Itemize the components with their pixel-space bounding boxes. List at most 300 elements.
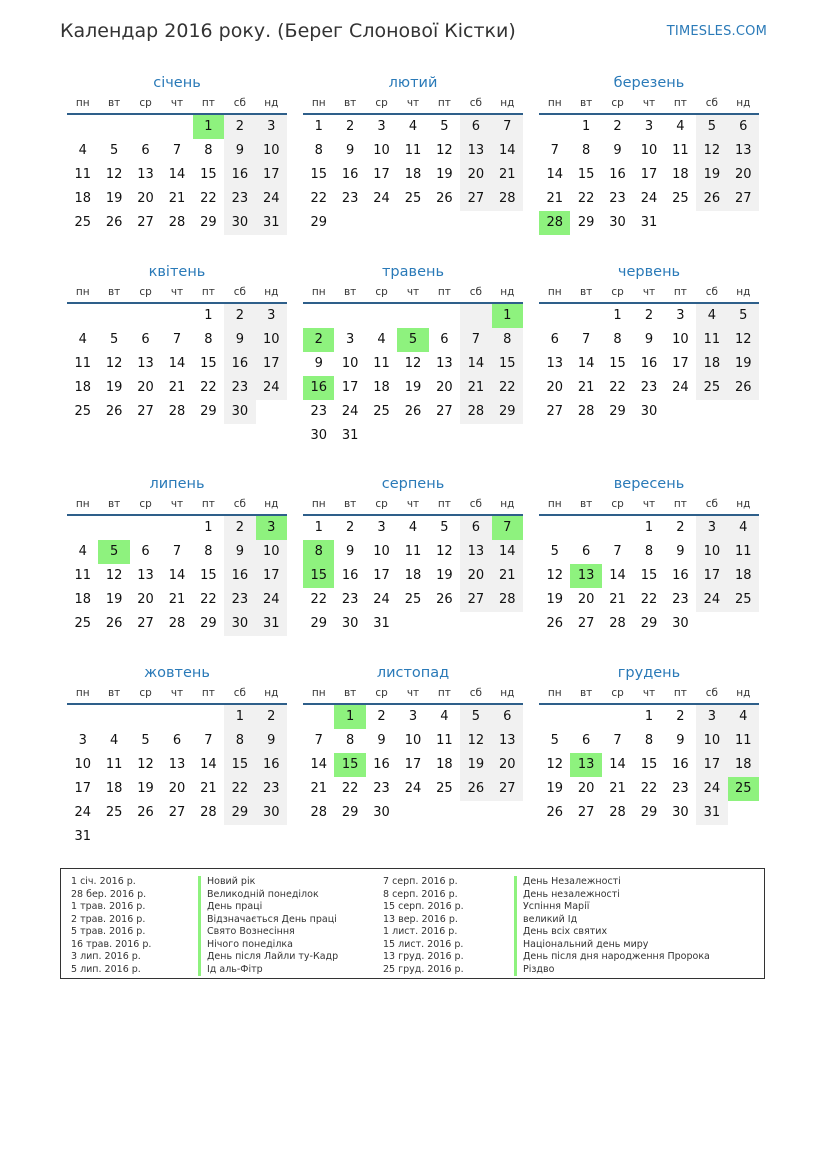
weekday-header <box>303 495 523 516</box>
holiday-name: Нічого понеділка <box>198 939 338 952</box>
day-cell: 26 <box>404 404 422 419</box>
holiday-name: День незалежності <box>514 889 710 902</box>
day-cell: 1 <box>193 115 224 139</box>
day-cell: 26 <box>728 376 759 400</box>
day-cell: 31 <box>373 616 390 631</box>
weekday-label: пт <box>673 286 687 298</box>
empty-cell <box>98 115 129 139</box>
day-cell: 20 <box>168 781 186 796</box>
day-cell: 26 <box>137 805 154 820</box>
day-cell: 7 <box>581 332 591 347</box>
empty-cell <box>492 211 523 235</box>
day-cell: 17 <box>640 167 658 182</box>
empty-cell <box>728 801 759 825</box>
day-cell: 31 <box>256 612 287 636</box>
day-cell: 7 <box>460 328 491 352</box>
weekday-label: ср <box>139 97 152 109</box>
day-cell: 31 <box>74 829 91 844</box>
day-cell: 26 <box>546 805 563 820</box>
day-cell: 9 <box>314 356 323 371</box>
day-cell: 22 <box>200 191 217 206</box>
weekday-label: вт <box>343 687 357 699</box>
day-cell: 13 <box>570 564 601 588</box>
day-cell: 30 <box>609 215 626 230</box>
empty-cell <box>429 424 460 448</box>
day-grid <box>539 115 759 235</box>
site-link[interactable]: TIMESLES.COM <box>666 24 767 39</box>
day-cell: 21 <box>546 191 563 206</box>
day-cell: 15 <box>224 753 255 777</box>
weekday-header <box>539 684 759 705</box>
day-cell: 23 <box>224 187 255 211</box>
day-cell: 23 <box>310 404 327 419</box>
day-cell: 20 <box>137 191 154 206</box>
day-cell: 28 <box>609 805 626 820</box>
day-cell: 29 <box>640 616 658 631</box>
holiday-date: 28 бер. 2016 р. <box>71 888 147 900</box>
day-cell: 25 <box>404 592 422 607</box>
weekday-label: пт <box>673 97 687 109</box>
empty-cell <box>366 211 397 235</box>
day-cell: 2 <box>224 115 255 139</box>
day-cell: 24 <box>640 191 658 206</box>
day-cell: 27 <box>546 404 563 419</box>
day-cell: 8 <box>224 729 255 753</box>
day-cell: 13 <box>436 356 453 371</box>
weekday-label: пн <box>547 687 562 699</box>
weekday-label: нд <box>264 286 279 298</box>
day-cell: 3 <box>644 119 654 134</box>
day-cell: 8 <box>204 143 213 158</box>
day-cell: 2 <box>345 119 355 134</box>
day-cell: 11 <box>404 143 422 158</box>
day-cell: 30 <box>640 404 658 419</box>
day-cell: 6 <box>460 516 491 540</box>
day-cell: 4 <box>676 119 685 134</box>
empty-cell <box>665 400 696 424</box>
month-name: травень <box>381 264 445 280</box>
weekday-label: нд <box>736 97 751 109</box>
weekday-label: пт <box>201 97 215 109</box>
empty-cell <box>570 705 601 729</box>
day-cell: 13 <box>137 568 154 583</box>
weekday-label: вт <box>343 97 357 109</box>
day-cell: 7 <box>172 332 182 347</box>
month-name: березень <box>613 75 685 91</box>
day-cell: 1 <box>314 520 323 535</box>
day-cell: 18 <box>74 592 91 607</box>
day-cell: 14 <box>310 757 327 772</box>
holiday-date: 8 серп. 2016 р. <box>383 888 458 900</box>
day-cell: 25 <box>728 588 759 612</box>
day-cell: 3 <box>256 304 287 328</box>
holiday-name: День праці <box>198 901 338 914</box>
day-cell: 3 <box>676 308 685 323</box>
day-cell: 2 <box>345 520 355 535</box>
day-cell: 6 <box>728 115 759 139</box>
day-cell: 22 <box>609 380 626 395</box>
day-cell: 28 <box>460 400 491 424</box>
weekday-label: пн <box>311 687 326 699</box>
day-grid <box>67 516 287 636</box>
day-cell: 13 <box>570 753 601 777</box>
day-cell: 29 <box>200 404 217 419</box>
empty-cell <box>429 801 460 825</box>
holiday-name: Великодній понеділок <box>198 889 338 902</box>
day-cell: 5 <box>98 540 129 564</box>
day-cell: 23 <box>341 592 359 607</box>
weekday-label: вт <box>107 286 121 298</box>
weekday-label: ср <box>611 97 624 109</box>
day-cell: 10 <box>256 139 287 163</box>
weekday-label: сб <box>233 97 246 109</box>
empty-cell <box>460 801 491 825</box>
day-cell: 28 <box>539 211 570 235</box>
month-2 <box>539 72 759 235</box>
holiday-date: 15 лист. 2016 р. <box>383 938 464 950</box>
weekday-label: нд <box>500 687 515 699</box>
weekday-label: чт <box>406 687 420 699</box>
day-cell: 15 <box>334 753 365 777</box>
holiday-name: День після дня народження Пророка <box>514 951 710 964</box>
holiday-name: Успіння Марії <box>514 901 710 914</box>
day-grid <box>67 115 287 235</box>
holiday-date: 1 січ. 2016 р. <box>71 876 136 887</box>
day-cell: 23 <box>373 781 390 796</box>
day-cell: 27 <box>168 805 186 820</box>
day-cell: 20 <box>577 781 595 796</box>
empty-cell <box>334 304 365 328</box>
weekday-label: вт <box>579 97 593 109</box>
day-cell: 30 <box>224 400 255 424</box>
empty-cell <box>161 825 192 849</box>
day-cell: 19 <box>105 380 123 395</box>
empty-cell <box>696 211 727 235</box>
day-cell: 18 <box>696 352 727 376</box>
day-cell: 9 <box>676 733 685 748</box>
weekday-header <box>67 684 287 705</box>
weekday-header <box>303 283 523 304</box>
weekday-header <box>539 283 759 304</box>
weekday-label: сб <box>469 97 482 109</box>
empty-cell <box>98 705 129 729</box>
day-cell: 15 <box>640 757 658 772</box>
weekday-label: ср <box>375 286 388 298</box>
weekday-label: сб <box>469 687 482 699</box>
weekday-header <box>67 495 287 516</box>
weekday-label: ср <box>139 286 152 298</box>
day-cell: 9 <box>613 143 622 158</box>
holiday-date: 13 вер. 2016 р. <box>383 913 458 925</box>
day-cell: 22 <box>310 592 327 607</box>
holiday-date: 5 лип. 2016 р. <box>71 963 141 975</box>
weekday-label: вт <box>107 498 121 510</box>
day-cell: 1 <box>581 119 591 134</box>
empty-cell <box>303 705 334 729</box>
weekday-label: пн <box>75 498 90 510</box>
day-cell: 26 <box>696 187 727 211</box>
month-name: серпень <box>381 476 445 492</box>
day-cell: 16 <box>672 568 689 583</box>
day-cell: 9 <box>345 544 355 559</box>
weekday-header <box>67 94 287 115</box>
weekday-label: сб <box>705 97 718 109</box>
holiday-date: 16 трав. 2016 р. <box>71 938 152 950</box>
day-cell: 26 <box>436 191 453 206</box>
empty-cell <box>98 304 129 328</box>
day-cell: 29 <box>640 805 658 820</box>
day-cell: 25 <box>672 191 689 206</box>
day-cell: 26 <box>546 616 563 631</box>
day-cell: 18 <box>728 753 759 777</box>
empty-cell <box>429 304 460 328</box>
day-cell: 23 <box>224 588 255 612</box>
empty-cell <box>397 304 428 328</box>
empty-cell <box>161 705 192 729</box>
empty-cell <box>98 516 129 540</box>
day-cell: 4 <box>728 705 759 729</box>
month-10 <box>303 662 523 825</box>
day-cell: 4 <box>78 332 87 347</box>
holiday-date: 7 серп. 2016 р. <box>383 876 458 887</box>
day-cell: 11 <box>105 757 123 772</box>
day-cell: 29 <box>609 404 626 419</box>
day-cell: 7 <box>314 733 323 748</box>
holiday-dates-col-1 <box>71 876 151 976</box>
day-cell: 6 <box>460 115 491 139</box>
day-cell: 27 <box>137 215 154 230</box>
weekday-label: ср <box>375 687 388 699</box>
day-cell: 8 <box>204 332 213 347</box>
day-cell: 8 <box>644 544 654 559</box>
day-cell: 10 <box>672 332 689 347</box>
day-cell: 8 <box>492 328 523 352</box>
day-cell: 14 <box>168 356 186 371</box>
day-cell: 31 <box>341 428 359 443</box>
day-cell: 17 <box>74 781 91 796</box>
day-cell: 4 <box>408 520 418 535</box>
weekday-label: нд <box>500 498 515 510</box>
day-cell: 3 <box>377 119 386 134</box>
day-cell: 5 <box>141 733 150 748</box>
day-cell: 25 <box>74 404 91 419</box>
day-cell: 7 <box>613 544 622 559</box>
day-cell: 24 <box>256 376 287 400</box>
day-cell: 27 <box>728 187 759 211</box>
weekday-label: сб <box>469 286 482 298</box>
day-cell: 24 <box>341 404 359 419</box>
day-cell: 13 <box>546 356 563 371</box>
day-cell: 24 <box>373 592 390 607</box>
day-cell: 1 <box>204 308 213 323</box>
day-cell: 16 <box>341 167 359 182</box>
empty-cell <box>492 801 523 825</box>
day-cell: 22 <box>200 380 217 395</box>
day-cell: 25 <box>728 777 759 801</box>
day-cell: 6 <box>581 544 591 559</box>
weekday-label: пт <box>201 286 215 298</box>
day-cell: 6 <box>581 733 591 748</box>
day-cell: 2 <box>224 304 255 328</box>
day-cell: 16 <box>640 356 658 371</box>
day-cell: 23 <box>256 777 287 801</box>
day-cell: 25 <box>373 404 390 419</box>
day-cell: 27 <box>492 777 523 801</box>
day-cell: 9 <box>377 733 386 748</box>
day-cell: 28 <box>577 404 595 419</box>
day-cell: 26 <box>460 777 491 801</box>
weekday-label: нд <box>500 97 515 109</box>
day-cell: 12 <box>436 143 453 158</box>
day-cell: 23 <box>224 376 255 400</box>
day-cell: 23 <box>640 380 658 395</box>
day-cell: 19 <box>460 753 491 777</box>
day-cell: 20 <box>728 163 759 187</box>
day-cell: 22 <box>341 781 359 796</box>
day-cell: 11 <box>74 167 91 182</box>
day-cell: 10 <box>373 544 390 559</box>
day-cell: 16 <box>224 564 255 588</box>
day-cell: 15 <box>577 167 595 182</box>
holiday-name: День після Лайли ту-Кадр <box>198 951 338 964</box>
weekday-label: ср <box>611 687 624 699</box>
day-cell: 27 <box>137 616 154 631</box>
month-name: листопад <box>376 665 450 681</box>
day-cell: 13 <box>460 540 491 564</box>
day-cell: 27 <box>577 616 595 631</box>
day-cell: 2 <box>613 119 622 134</box>
day-cell: 7 <box>204 733 213 748</box>
empty-cell <box>67 705 98 729</box>
empty-cell <box>366 304 397 328</box>
day-cell: 19 <box>137 781 154 796</box>
day-cell: 16 <box>303 376 334 400</box>
day-cell: 12 <box>546 757 563 772</box>
day-cell: 22 <box>200 592 217 607</box>
day-cell: 15 <box>200 356 217 371</box>
weekday-header <box>303 94 523 115</box>
day-cell: 19 <box>696 163 727 187</box>
day-cell: 25 <box>404 191 422 206</box>
day-cell: 7 <box>550 143 559 158</box>
day-cell: 20 <box>492 753 523 777</box>
day-cell: 11 <box>728 729 759 753</box>
day-cell: 16 <box>224 352 255 376</box>
day-cell: 17 <box>404 757 422 772</box>
day-cell: 28 <box>609 616 626 631</box>
day-cell: 9 <box>256 729 287 753</box>
month-9 <box>67 662 287 849</box>
day-grid <box>539 516 759 636</box>
weekday-label: пн <box>75 286 90 298</box>
day-cell: 13 <box>492 729 523 753</box>
day-cell: 11 <box>74 356 91 371</box>
day-cell: 12 <box>137 757 154 772</box>
empty-cell <box>570 516 601 540</box>
day-cell: 4 <box>408 119 418 134</box>
empty-cell <box>366 424 397 448</box>
day-cell: 27 <box>460 588 491 612</box>
weekday-label: ср <box>139 498 152 510</box>
day-cell: 16 <box>256 753 287 777</box>
holiday-name: Свято Вознесіння <box>198 926 338 939</box>
day-cell: 1 <box>334 705 365 729</box>
day-cell: 9 <box>676 544 685 559</box>
day-cell: 7 <box>492 115 523 139</box>
day-cell: 5 <box>440 119 449 134</box>
empty-cell <box>602 705 633 729</box>
day-cell: 11 <box>728 540 759 564</box>
day-cell: 5 <box>460 705 491 729</box>
day-cell: 18 <box>672 167 689 182</box>
day-cell: 4 <box>109 733 119 748</box>
day-cell: 19 <box>436 568 453 583</box>
day-cell: 6 <box>141 332 150 347</box>
day-cell: 11 <box>74 568 91 583</box>
day-cell: 2 <box>644 308 654 323</box>
day-cell: 10 <box>256 540 287 564</box>
day-grid <box>539 705 759 825</box>
weekday-label: пн <box>75 687 90 699</box>
day-cell: 9 <box>644 332 654 347</box>
empty-cell <box>193 705 224 729</box>
day-cell: 1 <box>224 705 255 729</box>
holiday-date: 25 груд. 2016 р. <box>383 963 464 975</box>
day-cell: 19 <box>404 380 422 395</box>
holiday-name: Новий рік <box>198 876 338 889</box>
day-cell: 10 <box>696 540 727 564</box>
day-cell: 9 <box>224 328 255 352</box>
weekday-label: пт <box>673 687 687 699</box>
day-cell: 4 <box>440 709 449 724</box>
day-cell: 16 <box>609 167 626 182</box>
day-cell: 1 <box>644 520 654 535</box>
empty-cell <box>130 115 161 139</box>
month-6 <box>67 473 287 636</box>
day-cell: 3 <box>408 709 418 724</box>
day-cell: 15 <box>640 568 658 583</box>
month-3 <box>67 261 287 424</box>
empty-cell <box>67 304 98 328</box>
day-cell: 2 <box>676 520 685 535</box>
day-cell: 14 <box>546 167 563 182</box>
day-cell: 28 <box>168 404 186 419</box>
holiday-date: 15 серп. 2016 р. <box>383 901 464 912</box>
day-cell: 27 <box>577 805 595 820</box>
holiday-names-col-1 <box>198 876 338 976</box>
day-cell: 8 <box>314 143 323 158</box>
day-cell: 25 <box>74 215 91 230</box>
weekday-label: нд <box>736 498 751 510</box>
day-cell: 8 <box>345 733 355 748</box>
day-cell: 27 <box>460 187 491 211</box>
day-cell: 8 <box>581 143 591 158</box>
empty-cell <box>570 304 601 328</box>
day-cell: 6 <box>141 143 150 158</box>
weekday-label: вт <box>579 687 593 699</box>
day-cell: 21 <box>310 781 327 796</box>
weekday-label: сб <box>233 498 246 510</box>
day-cell: 30 <box>672 616 689 631</box>
empty-cell <box>429 211 460 235</box>
day-cell: 23 <box>672 781 689 796</box>
day-cell: 12 <box>546 568 563 583</box>
month-7 <box>303 473 523 636</box>
day-cell: 11 <box>373 356 390 371</box>
day-cell: 22 <box>310 191 327 206</box>
month-name: червень <box>617 264 681 280</box>
weekday-label: чт <box>642 97 656 109</box>
